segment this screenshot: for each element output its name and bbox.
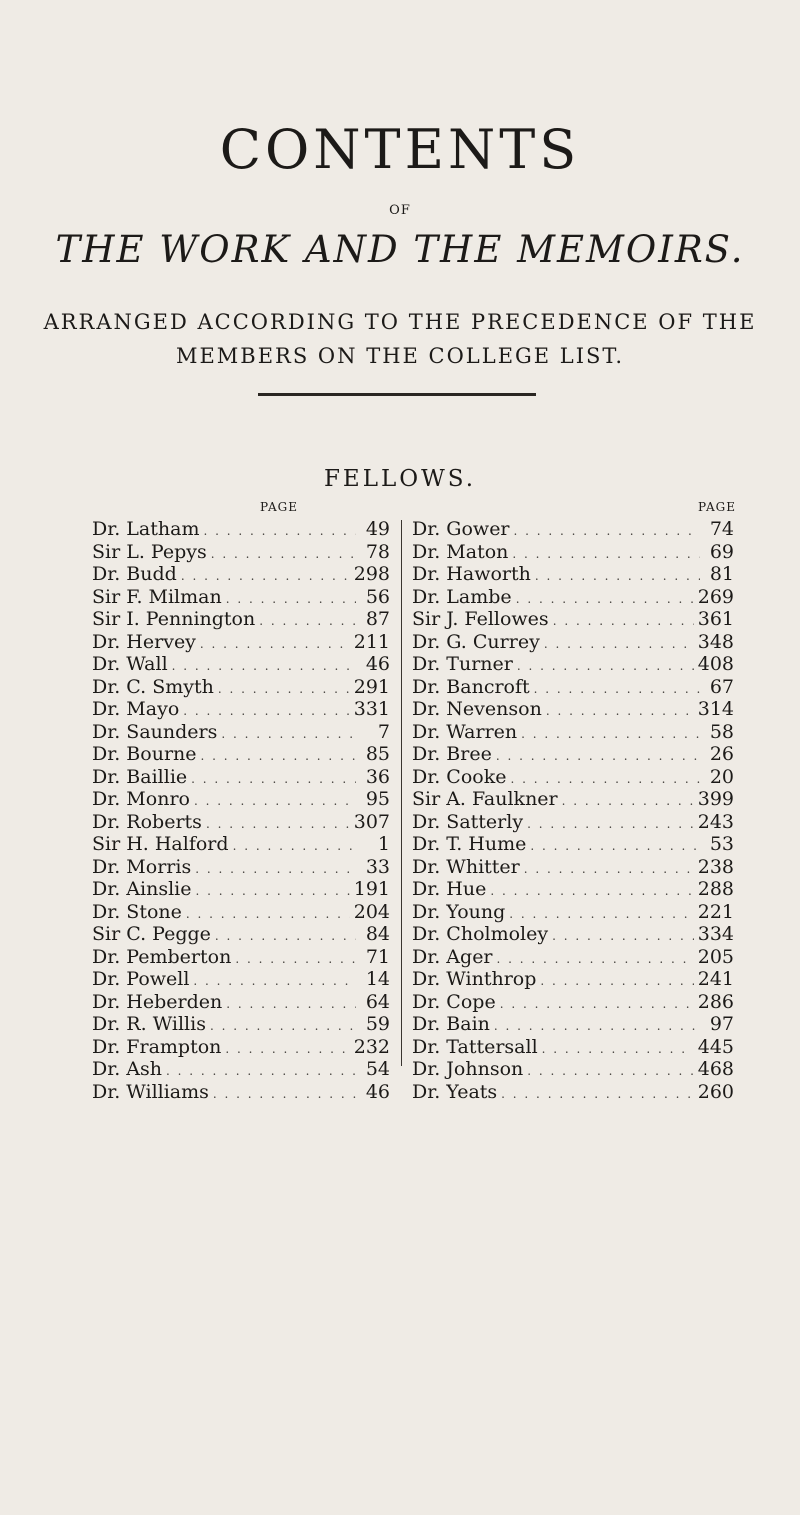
entry-name: Dr. Maton: [412, 540, 509, 563]
contents-entry: [412, 856, 734, 879]
contents-entry: [92, 1036, 390, 1059]
entry-page-number: 26: [709, 743, 734, 765]
contents-entry: [412, 743, 734, 766]
entry-name: Dr. Turner: [412, 653, 513, 675]
page-column-label-left: PAGE: [260, 500, 298, 514]
entry-page-number: 314: [697, 698, 734, 720]
contents-entry: [92, 631, 390, 654]
entry-name: Dr. Ager: [412, 945, 493, 968]
entry-page-number: 399: [697, 788, 734, 810]
contents-entry: [412, 518, 734, 541]
contents-entry: [412, 1036, 734, 1059]
entry-name: Dr. Hue: [412, 878, 487, 900]
leader-dots: [517, 659, 694, 673]
entry-page-number: 14: [365, 968, 390, 990]
leader-dots: [535, 569, 700, 583]
contents-entry: [412, 923, 734, 946]
entry-page-number: 331: [353, 698, 390, 720]
contents-entry: [412, 991, 734, 1014]
entry-page-number: 204: [353, 900, 390, 923]
fellows-list-right: [412, 518, 734, 1103]
entry-name: Dr. Stone: [92, 900, 182, 923]
leader-dots: [562, 794, 694, 808]
leader-dots: [259, 614, 356, 628]
leader-dots: [500, 997, 694, 1011]
leader-dots: [193, 974, 356, 988]
leader-dots: [210, 1019, 356, 1033]
entry-page-number: 238: [697, 855, 734, 878]
leader-dots: [181, 569, 350, 583]
contents-entry: [92, 788, 390, 811]
entry-name: Dr. Yeats: [412, 1080, 498, 1103]
leader-dots: [183, 704, 349, 718]
entry-page-number: 78: [365, 540, 390, 563]
leader-dots: [203, 524, 356, 538]
leader-dots: [509, 907, 693, 921]
entry-page-number: 286: [697, 990, 734, 1013]
contents-entry: [412, 1081, 734, 1104]
entry-name: Sir H. Halford: [92, 833, 229, 855]
entry-page-number: 1: [377, 833, 390, 855]
leader-dots: [516, 592, 694, 606]
heading-rule: [258, 393, 536, 396]
leader-dots: [194, 794, 356, 808]
entry-page-number: 232: [353, 1035, 390, 1058]
entry-page-number: 241: [697, 968, 734, 990]
leader-dots: [552, 929, 694, 943]
contents-entry: [92, 923, 390, 946]
leader-dots: [501, 1087, 694, 1101]
entry-name: Sir J. Fellowes: [412, 608, 549, 630]
entry-page-number: 67: [709, 675, 734, 698]
entry-page-number: 59: [365, 1013, 390, 1035]
entry-page-number: 288: [697, 878, 734, 900]
entry-page-number: 468: [697, 1058, 734, 1080]
entry-page-number: 260: [697, 1080, 734, 1103]
column-divider: [401, 520, 402, 1066]
leader-dots: [546, 704, 694, 718]
entry-page-number: 334: [697, 923, 734, 945]
entry-page-number: 46: [365, 1080, 390, 1103]
contents-entry: [412, 788, 734, 811]
entry-page-number: 33: [365, 855, 390, 878]
leader-dots: [512, 547, 700, 561]
entry-name: Dr. Whitter: [412, 855, 520, 878]
entry-page-number: 56: [365, 585, 390, 608]
entry-page-number: 71: [365, 945, 390, 968]
entry-name: Dr. Monro: [92, 788, 190, 810]
entry-name: Dr. Bourne: [92, 743, 197, 765]
leader-dots: [544, 637, 694, 651]
contents-entry: [412, 676, 734, 699]
entry-page-number: 7: [377, 720, 390, 743]
leader-dots: [225, 1042, 349, 1056]
leader-dots: [530, 839, 700, 853]
entry-page-number: 58: [709, 720, 734, 743]
entry-name: Dr. Satterly: [412, 810, 524, 833]
arrangement-line-2: MEMBERS ON THE COLLEGE LIST.: [175, 344, 625, 368]
leader-dots: [186, 907, 350, 921]
contents-entry: [92, 1058, 390, 1081]
entry-page-number: 87: [365, 608, 390, 630]
contents-entry: [92, 676, 390, 699]
entry-name: Dr. Bancroft: [412, 675, 530, 698]
entry-name: Dr. Baillie: [92, 765, 188, 788]
entry-name: Dr. Gower: [412, 518, 510, 540]
entry-name: Dr. Young: [412, 900, 506, 923]
leader-dots: [553, 614, 694, 628]
contents-entry: [92, 968, 390, 991]
contents-entry: [92, 698, 390, 721]
contents-entry: [92, 878, 390, 901]
entry-name: Dr. Ainslie: [92, 878, 192, 900]
leader-dots: [201, 749, 356, 763]
entry-name: Dr. Winthrop: [412, 968, 537, 990]
entry-name: Dr. Cholmoley: [412, 923, 549, 945]
entry-page-number: 191: [353, 878, 390, 900]
entry-name: Dr. C. Smyth: [92, 675, 214, 698]
leader-dots: [196, 884, 350, 898]
contents-entry: [92, 833, 390, 856]
entry-page-number: 205: [697, 945, 734, 968]
contents-entry: [92, 563, 390, 586]
leader-dots: [218, 682, 350, 696]
contents-entry: [92, 1081, 390, 1104]
leader-dots: [521, 727, 700, 741]
contents-entry: [412, 608, 734, 631]
entry-name: Sir A. Faulkner: [412, 788, 558, 810]
entry-name: Dr. Mayo: [92, 698, 180, 720]
entry-name: Dr. Bree: [412, 743, 492, 765]
entry-page-number: 408: [697, 653, 734, 675]
entry-page-number: 81: [709, 563, 734, 585]
contents-entry: [412, 563, 734, 586]
leader-dots: [215, 929, 356, 943]
arrangement-line-1: ARRANGED ACCORDING TO THE PRECEDENCE OF THE: [43, 310, 757, 334]
entry-page-number: 36: [365, 765, 390, 788]
entry-page-number: 445: [697, 1035, 734, 1058]
entry-name: Dr. Hervey: [92, 630, 196, 653]
leader-dots: [172, 659, 356, 673]
entry-name: Dr. Cope: [412, 990, 496, 1013]
leader-dots: [191, 772, 356, 786]
entry-name: Dr. Haworth: [412, 563, 531, 585]
arrangement-note: [0, 305, 800, 373]
entry-page-number: 64: [365, 990, 390, 1013]
entry-page-number: 307: [353, 810, 390, 833]
leader-dots: [540, 974, 693, 988]
leader-dots: [200, 637, 350, 651]
entry-name: Dr. T. Hume: [412, 833, 527, 855]
page-title: CONTENTS: [219, 118, 581, 181]
contents-entry: [412, 1013, 734, 1036]
contents-entry: [92, 856, 390, 879]
leader-dots: [490, 884, 693, 898]
entry-page-number: 95: [365, 788, 390, 810]
entry-name: Sir C. Pegge: [92, 923, 211, 945]
leader-dots: [195, 862, 356, 876]
contents-entry: [412, 541, 734, 564]
contents-entry: [92, 1013, 390, 1036]
contents-entry: [92, 653, 390, 676]
contents-entry: [92, 901, 390, 924]
leader-dots: [542, 1042, 694, 1056]
entry-name: Dr. Heberden: [92, 990, 223, 1013]
contents-entry: [412, 811, 734, 834]
contents-entry: [412, 833, 734, 856]
leader-dots: [235, 952, 356, 966]
contents-entry: [412, 901, 734, 924]
contents-entry: [92, 608, 390, 631]
contents-entry: [92, 743, 390, 766]
entry-name: Dr. Lambe: [412, 585, 512, 608]
entry-name: Dr. Roberts: [92, 810, 202, 833]
entry-name: Dr. Powell: [92, 968, 190, 990]
entry-page-number: 243: [697, 810, 734, 833]
leader-dots: [211, 547, 356, 561]
entry-name: Sir F. Milman: [92, 585, 222, 608]
leader-dots: [514, 524, 700, 538]
entry-name: Dr. Bain: [412, 1013, 490, 1035]
entry-name: Dr. Nevenson: [412, 698, 542, 720]
leader-dots: [497, 952, 694, 966]
entry-page-number: 97: [709, 1013, 734, 1035]
entry-name: Sir I. Pennington: [92, 608, 256, 630]
entry-page-number: 361: [697, 608, 734, 630]
entry-page-number: 269: [697, 585, 734, 608]
contents-entry: [92, 946, 390, 969]
contents-entry: [92, 541, 390, 564]
contents-entry: [92, 991, 390, 1014]
entry-page-number: 46: [365, 653, 390, 675]
page-column-label-right: PAGE: [698, 500, 736, 514]
leader-dots: [510, 772, 700, 786]
contents-entry: [412, 968, 734, 991]
contents-entry: [412, 721, 734, 744]
contents-entry: [92, 518, 390, 541]
leader-dots: [206, 817, 350, 831]
contents-entry: [412, 586, 734, 609]
entry-page-number: 53: [709, 833, 734, 855]
entry-page-number: 49: [365, 518, 390, 540]
leader-dots: [226, 592, 356, 606]
entry-page-number: 85: [365, 743, 390, 765]
entry-page-number: 221: [697, 900, 734, 923]
entry-name: Dr. Tattersall: [412, 1035, 538, 1058]
entry-name: Dr. Warren: [412, 720, 518, 743]
entry-page-number: 20: [709, 765, 734, 788]
entry-page-number: 74: [709, 518, 734, 540]
contents-entry: [92, 586, 390, 609]
leader-dots: [213, 1087, 356, 1101]
contents-entry: [412, 878, 734, 901]
leader-dots: [494, 1019, 700, 1033]
leader-dots: [524, 862, 694, 876]
contents-entry: [412, 631, 734, 654]
section-title: FELLOWS.: [323, 466, 477, 492]
entry-page-number: 69: [709, 540, 734, 563]
entry-name: Dr. Ash: [92, 1058, 163, 1080]
entry-name: Dr. Budd: [92, 563, 177, 585]
contents-entry: [412, 1058, 734, 1081]
entry-name: Dr. Latham: [92, 518, 200, 540]
entry-name: Dr. G. Currey: [412, 630, 540, 653]
entry-name: Dr. Wall: [92, 653, 168, 675]
leader-dots: [233, 839, 356, 853]
entry-name: Dr. Cooke: [412, 765, 507, 788]
leader-dots: [527, 1064, 693, 1078]
contents-entry: [412, 766, 734, 789]
leader-dots: [496, 749, 700, 763]
contents-entry: [92, 766, 390, 789]
leader-dots: [226, 997, 356, 1011]
leader-dots: [221, 727, 356, 741]
entry-page-number: 291: [353, 675, 390, 698]
page-subtitle: THE WORK AND THE MEMOIRS.: [55, 228, 745, 271]
entry-name: Dr. Johnson: [412, 1058, 524, 1080]
contents-entry: [412, 653, 734, 676]
entry-name: Dr. R. Willis: [92, 1013, 206, 1035]
entry-name: Dr. Morris: [92, 855, 192, 878]
leader-dots: [166, 1064, 356, 1078]
entry-name: Dr. Frampton: [92, 1035, 222, 1058]
of-label: OF: [389, 203, 411, 218]
contents-entry: [92, 811, 390, 834]
leader-dots: [534, 682, 700, 696]
contents-entry: [412, 698, 734, 721]
leader-dots: [527, 817, 694, 831]
entry-page-number: 211: [353, 630, 390, 653]
entry-page-number: 298: [353, 563, 390, 585]
entry-page-number: 348: [697, 630, 734, 653]
contents-entry: [92, 721, 390, 744]
entry-name: Dr. Saunders: [92, 720, 218, 743]
entry-page-number: 84: [365, 923, 390, 945]
fellows-list-left: [92, 518, 390, 1103]
entry-page-number: 54: [365, 1058, 390, 1080]
entry-name: Dr. Williams: [92, 1080, 209, 1103]
contents-entry: [412, 946, 734, 969]
entry-name: Sir L. Pepys: [92, 540, 207, 563]
entry-name: Dr. Pemberton: [92, 945, 232, 968]
